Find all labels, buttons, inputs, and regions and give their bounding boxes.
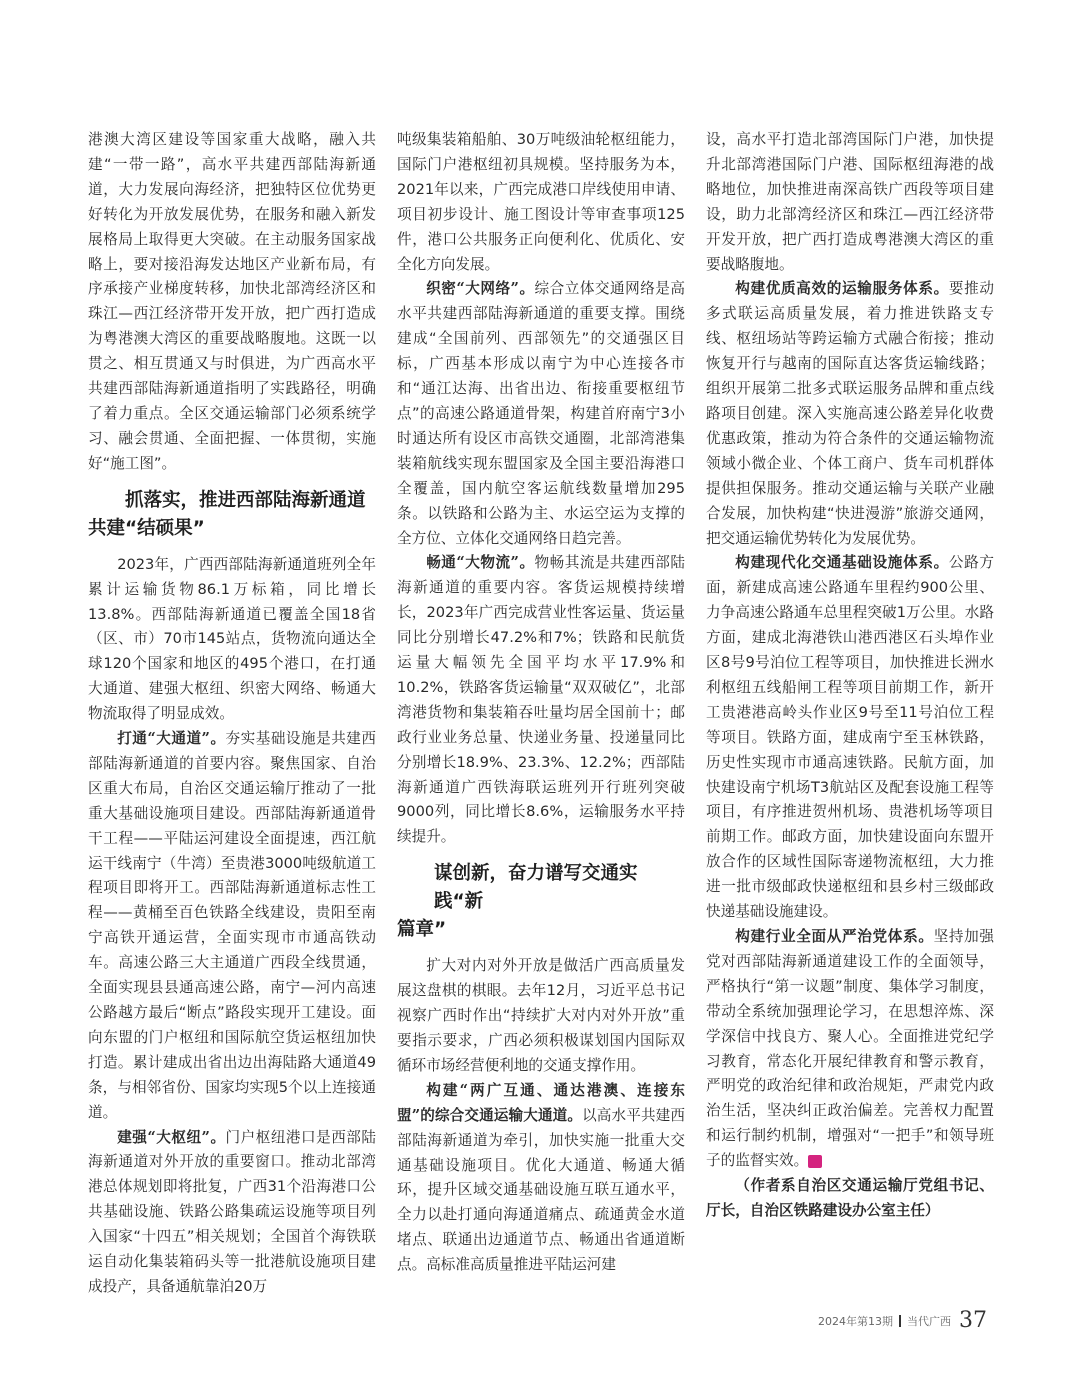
paragraph <box>706 551 994 925</box>
end-mark-icon: ▶ <box>808 1155 822 1168</box>
paragraph-body: 公路方面，新建成高速公路通车里程约900公里、力争高速公路通车总里程突破1万公里。水路方面，建成北海港铁山港西港区石头埠作业区8号9号泊位工程等项目，加快推进长洲水利枢纽五线船闸工程等项目前期工作，新开工贵港港高岭头作业区9号至11号泊位工程等项目。铁路方面，建成南宁至玉林铁路，历史性实现市市通高速铁路。民航方面，加快建设南宁机场T3航站区及配套设施工程等项目，有序推进贺州机场、贵港机场等项目前期工作。邮政方面，加快建设面向东盟开放合作的区域性国际寄递物流枢纽，大力推进一批市级邮政快递枢纽和县乡村三级邮政快递基础设施建设。 <box>706 554 994 921</box>
heading-line-1: 抓落实，推进西部陆海新通道 <box>125 489 366 511</box>
paragraph-body: 综合立体交通网络是高水平共建西部陆海新通道的重要支撑。围绕建成“全国前列、西部领先”的交通强区目标，广西基本形成以南宁为中心连接各市和“通江达海、出省出边、衔接重要枢纽节点”的高速公路通道骨架，构建首府南宁3小时通达所有设区市高铁交通圈，北部湾港集装箱航线实现东盟国家及全国主要沿海港口全覆盖，国内航空客运航线数量增加295条。以铁路和公路为主、水运空运为支撑的全方位、立体化交通网络日趋完善。 <box>397 280 685 547</box>
heading-line-1: 谋创新，奋力谱写交通实践“新 <box>434 863 638 913</box>
author-note: （作者系自治区交通运输厅党组书记、厅长，自治区铁路建设办公室主任） <box>706 1177 994 1219</box>
section-heading-2 <box>397 860 685 944</box>
footer-divider <box>899 1315 901 1327</box>
paragraph <box>706 277 994 551</box>
page-number: 37 <box>959 1308 987 1333</box>
paragraph-body: 夯实基础设施是共建西部陆海新通道的首要内容。聚焦国家、自治区重大布局，自治区交通运输厅推动了一批重大基础设施项目建设。西部陆海新通道骨干工程——平陆运河建设全面提速，西江航运干线南宁（牛湾）至贵港3000吨级航道工程项目即将开工。西部陆海新通道标志性工程——黄桶至百色铁路全线建设，贵阳至南宁高铁开通运营，全面实现市市通高铁动车。高速公路三大主通道广西段全线贯通，全面实现县县通高速公路，南宁—河内高速公路越方最后“断点”路段实现开工建设。面向东盟的门户枢纽和国际航空货运枢纽加快打造。累计建成出省出边出海陆路大通道49条，与相邻省份、国家均实现5个以上连接通道。 <box>88 730 376 1121</box>
paragraph <box>88 727 376 1126</box>
page-footer <box>818 1308 987 1333</box>
heading-line-2: 共建“结硕果” <box>88 517 205 539</box>
paragraph: 港澳大湾区建设等国家重大战略，融入共建“一带一路”，高水平共建西部陆海新通道，大力发展向海经济，把独特区位优势更好转化为开放发展优势，在服务和融入新发展格局上取得更大突破。在主动服务国家战略上，要对接沿海发达地区产业新布局，有序承接产业梯度转移，加快北部湾经济区和珠江—西江经济带开发开放，把广西打造成为粤港澳大湾区的重要战略腹地。这既一以贯之、相互贯通又与时俱进，为广西高水平共建西部陆海新通道指明了实践路径，明确了着力重点。全区交通运输部门必须系统学习、融会贯通、全面把握、一体贯彻，实施好“施工图”。 <box>88 131 376 472</box>
paragraph <box>706 925 994 1174</box>
paragraph-lead: 构建优质高效的运输服务体系。 <box>735 280 949 298</box>
paragraph: 设，高水平打造北部湾国际门户港，加快提升北部湾港国际门户港、国际枢纽海港的战略地位，加快推进南深高铁广西段等项目建设，助力北部湾经济区和珠江—西江经济带开发开放，把广西打造成粤港澳大湾区的重要战略腹地。 <box>706 131 994 273</box>
paragraph-lead: 构建行业全面从严治党体系。 <box>735 928 934 945</box>
magazine-name: 当代广西 <box>907 1314 951 1328</box>
paragraph-lead: 建强“大枢纽”。 <box>117 1128 226 1146</box>
heading-line-2: 篇章” <box>397 919 447 941</box>
paragraph-lead: 构建现代化交通基础设施体系。 <box>735 554 949 572</box>
column-2 <box>397 128 685 1278</box>
paragraph <box>397 277 685 551</box>
paragraph: 吨级集装箱船舶、30万吨级油轮枢纽能力，国际门户港枢纽初具规模。坚持服务为本，2021年以来，广西完成港口岸线使用申请、项目初步设计、施工图设计等审查事项125件，港口公共服务正向便利化、优质化、安全化方向发展。 <box>397 131 685 273</box>
paragraph <box>397 1079 685 1278</box>
paragraph-lead: 织密“大网络”。 <box>426 280 535 298</box>
paragraph-body: 以高水平共建西部陆海新通道为牵引，加快实施一批重大交通基础设施项目。优化大通道、畅通大循环，提升区域交通基础设施互联互通水平，全力以赴打通向海通道痛点、疏通黄金水道堵点、联通出边通道节点、畅通出省通道断点。高标准高质量推进平陆运河建 <box>397 1106 685 1274</box>
paragraph-body: 要推动多式联运高质量发展，着力推进铁路支专线、枢纽场站等跨运输方式融合衔接；推动恢复开行与越南的国际直达客货运输线路；组织开展第二批多式联运服务品牌和重点线路项目创建。深入实施高速公路差异化收费优惠政策，推动为符合条件的交通运输物流领域小微企业、个体工商户、货车司机群体提供担保服务。推动交通运输与关联产业融合发展，加快构建“快进漫游”旅游交通网，把交通运输优势转化为发展优势。 <box>706 280 994 547</box>
paragraph <box>397 551 685 850</box>
issue-label: 2024年第13期 <box>818 1314 893 1328</box>
paragraph-lead: 构建“两广互通、通达港澳、连接东盟”的综合交通运输大通道。 <box>397 1081 685 1124</box>
paragraph-body: 物畅其流是共建西部陆海新通道的重要内容。客货运规模持续增长，2023年广西完成营业性客运量、货运量同比分别增长47.2%和7%；铁路和民航货运量大幅领先全国平均水平17.9%和10.2%，铁路客货运输量“双双破亿”，北部湾港货物和集装箱吞吐量均居全国前十；邮政行业业务总量、快递业务量、投递量同比分别增长18.9%、23.3%、12.2%；西部陆海新通道广西铁海联运班列开行班列突破9000列，同比增长8.6%，运输服务水平持续提升。 <box>397 554 685 846</box>
paragraph: 2023年，广西西部陆海新通道班列全年累计运输货物86.1万标箱，同比增长13.8%。西部陆海新通道已覆盖全国18省（区、市）70市145站点，货物流向通达全球120个国家和地区的495个港口，在打通大通道、建强大枢纽、织密大网络、畅通大物流取得了明显成效。 <box>88 555 376 723</box>
paragraph-body: 坚持加强党对西部陆海新通道建设工作的全面领导，严格执行“第一议题”制度、集体学习制度，带动全系统加强理论学习，在思想淬炼、深学深信中找良方、聚人心。全面推进党纪学习教育，常态化开展纪律教育和警示教育，严明党的政治纪律和政治规矩，严肃党内政治生活，坚决纠正政治偏差。完善权力配置和运行制约机制，增强对“一把手”和领导班子的监督实效。 <box>706 928 994 1170</box>
paragraph-lead: 打通“大通道”。 <box>117 730 226 748</box>
section-heading-1 <box>88 487 376 543</box>
paragraph <box>88 1126 376 1300</box>
paragraph: 扩大对内对外开放是做活广西高质量发展这盘棋的棋眼。去年12月，习近平总书记视察广西时作出“持续扩大对内对外开放”重要指示要求，广西必须积极谋划国内国际双循环市场经营便利地的交通支撑作用。 <box>397 957 685 1074</box>
column-3 <box>706 128 994 1224</box>
paragraph-body: 门户枢纽港口是西部陆海新通道对外开放的重要窗口。推动北部湾港总体规划即将批复，广西31个沿海港口公共基础设施、铁路公路集疏运设施等项目列入国家“十四五”相关规划；全国首个海铁联运自动化集装箱码头等一批港航设施项目建成投产，具备通航靠泊20万 <box>88 1128 376 1295</box>
paragraph-lead: 畅通“大物流”。 <box>426 554 535 572</box>
column-1 <box>88 128 376 1300</box>
